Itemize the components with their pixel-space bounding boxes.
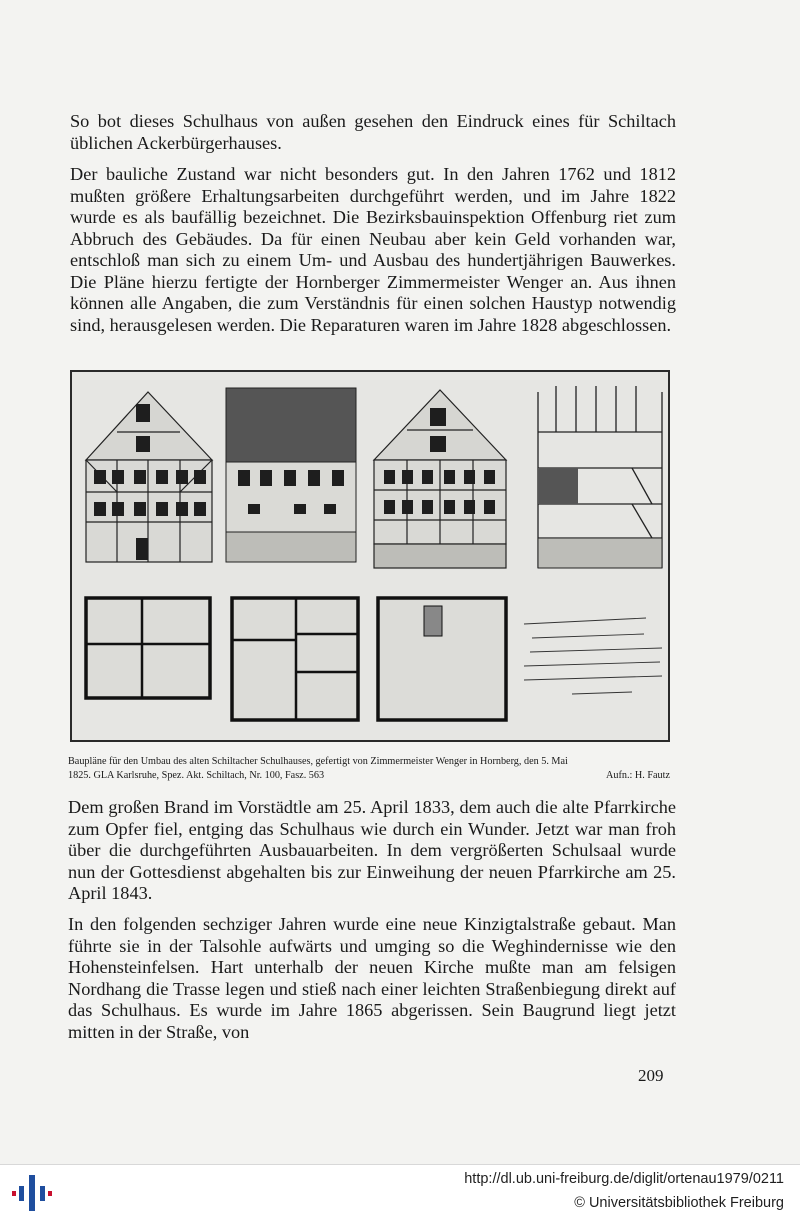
building-plans-drawing	[72, 372, 668, 740]
paragraph-4: In den folgenden sechziger Jahren wurde eine neue Kinzigtalstraße gebaut. Man führte sie in der Talsohle aufwärts und umging so die Weghindernisse wie den Hohensteinfelsen. Hart unterhalb der neuen Kirche mußte man am felsigen Nordhang die Trasse legen und stieß nach einer leichten Straßenbiegung direkt auf das Schulhaus. Es wurde im Jahre 1865 abgerissen. Sein Baugrund liegt jetzt mitten in der Straße, von	[68, 914, 676, 1042]
copyright-notice: © Universitätsbibliothek Freiburg	[574, 1195, 784, 1211]
figure-caption-line-2: 1825. GLA Karlsruhe, Spez. Akt. Schiltach, Nr. 100, Fasz. 563	[68, 770, 325, 781]
paragraph-1: So bot dieses Schulhaus von außen gesehen den Eindruck eines für Schiltach üblichen Ackerbürgerhauses.	[70, 111, 676, 153]
viewer-footer	[0, 1164, 800, 1221]
ub-freiburg-logo-icon	[12, 1173, 52, 1213]
figure-caption-line-1: Baupläne für den Umbau des alten Schiltacher Schulhauses, gefertigt von Zimmermeister Wenger in Hornberg, den 5. Mai	[68, 756, 568, 767]
paragraph-2: Der bauliche Zustand war nicht besonders gut. In den Jahren 1762 und 1812 mußten größere Erhaltungsarbeiten durchgeführt werden, und im Jahre 1822 wurde es als baufällig bezeichnet. Die Bezirksbauinspektion Offenburg riet zum Abbruch des Gebäudes. Da für einen Neubau aber kein Geld vorhanden war, entschloß man sich zu einem Um- und Ausbau des hundertjährigen Bauwerkes. Die Pläne hierzu fertigte der Hornberger Zimmermeister Wenger an. Aus ihnen können alle Angaben, die zum Verständnis für einen solchen Haustyp notwendig sind, herausgelesen werden. Die Reparaturen waren im Jahre 1828 abgeschlossen.	[70, 164, 676, 335]
page-number: 209	[638, 1066, 664, 1085]
photo-credit: Aufn.: H. Fautz	[606, 770, 670, 781]
building-plans-figure	[70, 370, 670, 742]
document-url-link[interactable]: http://dl.ub.uni-freiburg.de/diglit/ortenau1979/0211	[464, 1171, 784, 1187]
paragraph-3: Dem großen Brand im Vorstädtle am 25. April 1833, dem auch die alte Pfarrkirche zum Opfer fiel, entging das Schulhaus wie durch ein Wunder. Jetzt war man froh über die durchgeführten Ausbauarbeiten. In dem vergrößerten Schulsaal wurde nun der Gottesdienst abgehalten bis zur Einweihung der neuen Pfarrkirche am 25. April 1843.	[68, 797, 676, 903]
